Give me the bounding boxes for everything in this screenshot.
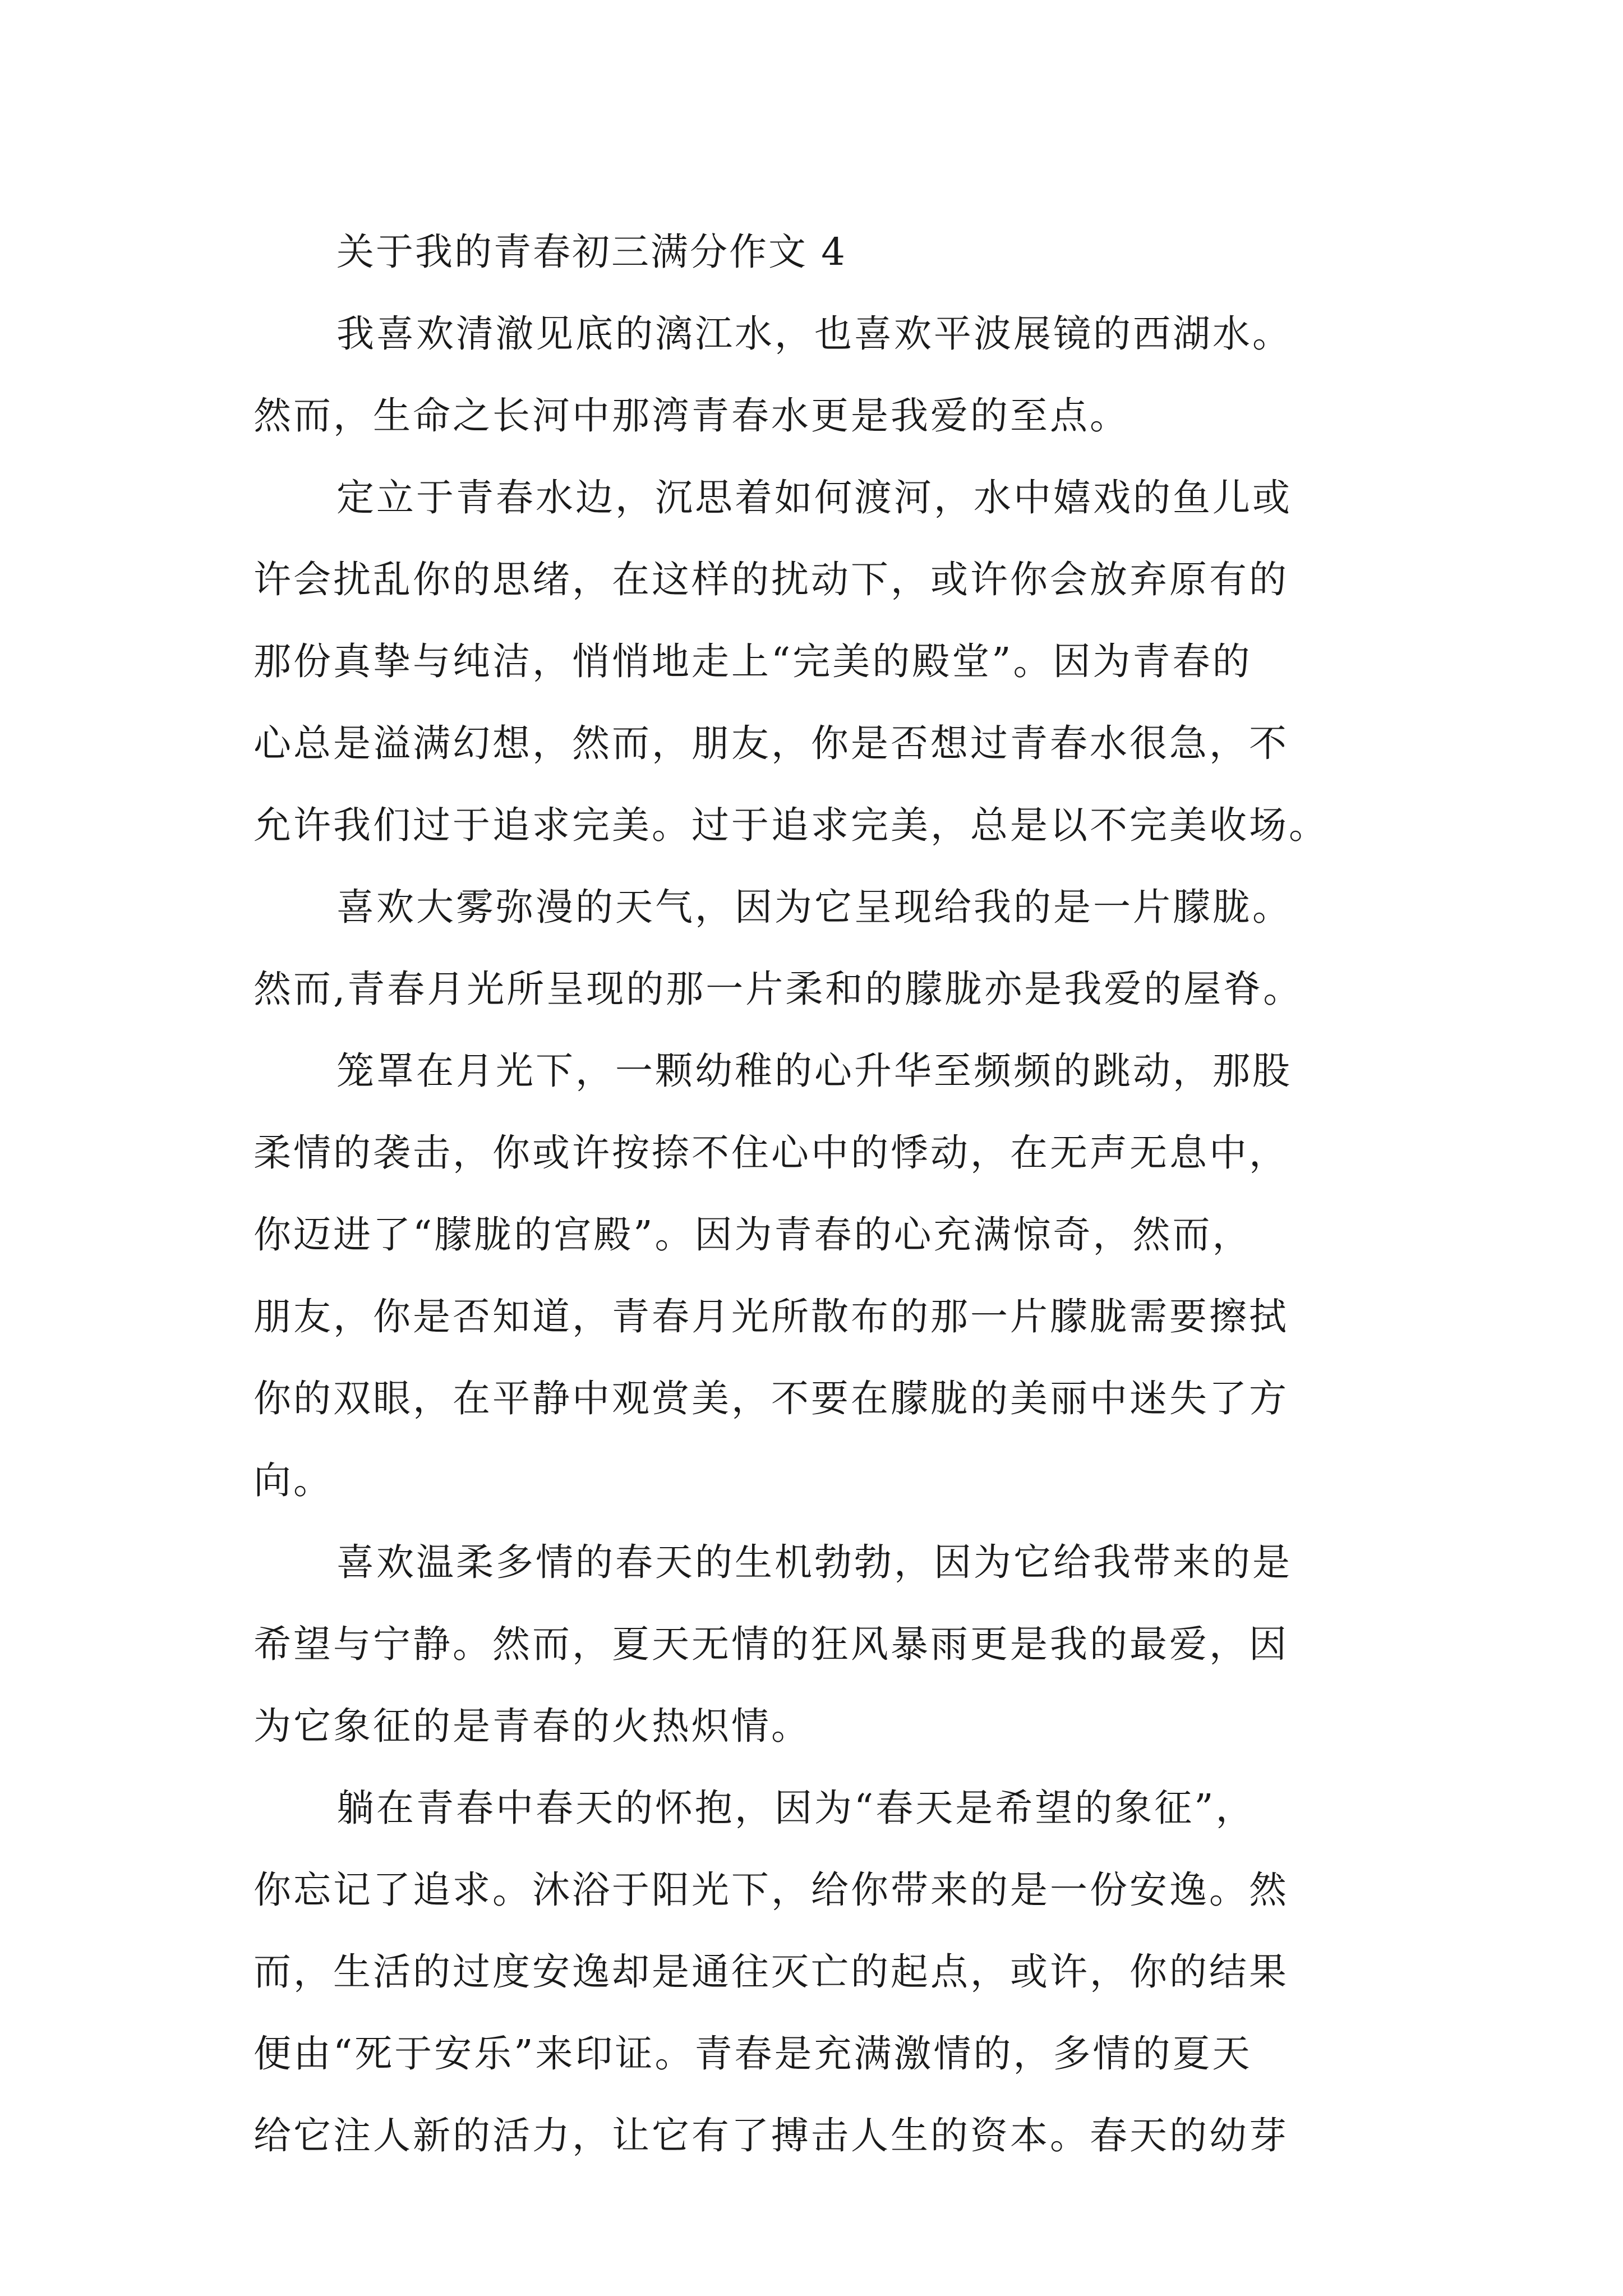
text-line: 朋友，你是否知道，青春月光所散布的那一片朦胧需要擦拭 — [253, 1295, 1289, 1338]
text-line: 许会扰乱你的思绪，在这样的扰动下，或许你会放弃原有的 — [253, 558, 1289, 601]
document-title: 关于我的青春初三满分作文 4 — [336, 230, 847, 274]
text-line: 心总是溢满幻想，然而，朋友，你是否想过青春水很急，不 — [253, 721, 1289, 765]
text-line: 为它象征的是青春的火热炽情。 — [253, 1704, 811, 1748]
text-line: 允许我们过于追求完美。过于追求完美，总是以不完美收场。 — [253, 803, 1329, 847]
text-line: 喜欢大雾弥漫的天气，因为它呈现给我的是一片朦胧。 — [336, 885, 1292, 929]
paragraph-lines — [253, 293, 1399, 2177]
text-line: 定立于青春水边，沉思着如何渡河，水中嬉戏的鱼儿或 — [336, 476, 1292, 519]
text-line: 喜欢温柔多情的春天的生机勃勃，因为它给我带来的是 — [336, 1540, 1292, 1584]
text-line: 躺在青春中春天的怀抱，因为“春天是希望的象征”， — [336, 1786, 1256, 1830]
text-line: 给它注人新的活力，让它有了搏击人生的资本。春天的幼芽 — [253, 2114, 1289, 2157]
text-line: 而，生活的过度安逸却是通往灭亡的起点，或许，你的结果 — [253, 1950, 1289, 1994]
text-line: 然而,青春月光所呈现的那一片柔和的朦胧亦是我爱的屋脊。 — [253, 967, 1303, 1011]
text-line: 你的双眼，在平静中观赏美，不要在朦胧的美丽中迷失了方 — [253, 1377, 1289, 1420]
text-line: 你迈进了“朦胧的宫殿”。因为青春的心充满惊奇，然而， — [253, 1213, 1252, 1257]
text-line: 希望与宁静。然而，夏天无情的狂风暴雨更是我的最爱，因 — [253, 1622, 1289, 1666]
document-body — [253, 211, 1399, 2177]
text-line: 柔情的袭击，你或许按捺不住心中的悸动，在无声无息中， — [253, 1131, 1289, 1175]
text-line: 然而，生命之长河中那湾青春水更是我爱的至点。 — [253, 394, 1129, 438]
text-line: 笼罩在月光下，一颗幼稚的心升华至频频的跳动，那股 — [336, 1049, 1292, 1093]
text-line: 我喜欢清澈见底的漓江水，也喜欢平波展镜的西湖水。 — [336, 312, 1292, 356]
text-line: 向。 — [253, 1458, 333, 1502]
text-line: 你忘记了追求。沐浴于阳光下，给你带来的是一份安逸。然 — [253, 1868, 1289, 1912]
text-line: 那份真挚与纯洁，悄悄地走上“完美的殿堂”。因为青春的 — [253, 639, 1252, 683]
text-line: 便由“死于安乐”来印证。青春是充满激情的，多情的夏天 — [253, 2032, 1252, 2076]
